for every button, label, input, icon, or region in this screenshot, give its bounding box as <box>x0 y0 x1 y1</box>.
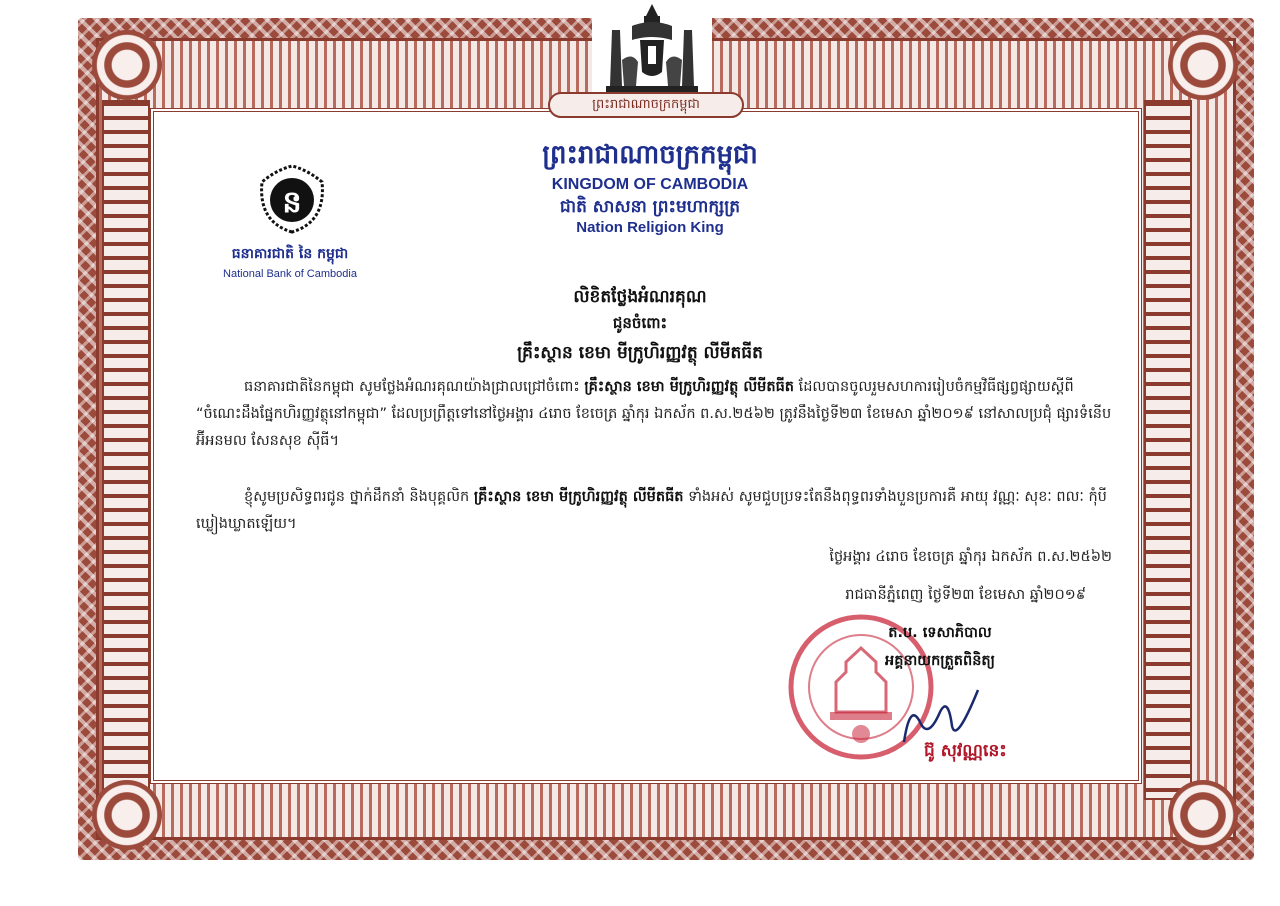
certificate-recipient: គ្រឹះស្ថាន ខេមា មីក្រូហិរញ្ញវត្ថុ លីមីតធីត <box>517 343 763 363</box>
signer-name: ជ៊ូ សុវណ្ណនេះ <box>924 741 1007 761</box>
paragraph-2 <box>196 484 1112 538</box>
motto-km: ជាតិ សាសនា ព្រះមហាក្សត្រ <box>559 197 741 217</box>
paragraph-1 <box>196 374 1112 455</box>
corner-ornament-tl <box>92 30 162 100</box>
bank-logo-letter: ន <box>282 185 302 220</box>
corner-ornament-br <box>1168 780 1238 850</box>
corner-ornament-bl <box>92 780 162 850</box>
kingdom-title-km: ព្រះរាជាណាចក្រកម្ពុជា <box>542 140 758 170</box>
paragraph-1-body: ដែលបានចូលរួមសហការរៀបចំកម្មវិធីផ្សព្វផ្សាយស្ដីពី “ចំណេះដឹងផ្នែកហិរញ្ញវត្ថុនៅកម្ពុជា” ដែលប្រព្រឹត្តទៅនៅថ្ងៃអង្គារ ៤រោច ខែចេត្រ ឆ្នាំកុរ ឯកស័ក ព.ស.២៥៦២ ត្រូវនឹងថ្ងៃទី២៣ ខែមេសា ឆ្នាំ២០១៩ នៅសាលប្រជុំ ផ្សារទំនើប អ៊ីអនមល សែនសុខ ស៊ីធី។ <box>196 379 1112 449</box>
date-lunar: ថ្ងៃអង្គារ ៤រោច ខែចេត្រ ឆ្នាំកុរ ឯកស័ក ព.ស.២៥៦២ <box>829 549 1112 565</box>
bank-name-km: ធនាគារជាតិ នៃ កម្ពុជា <box>231 246 349 262</box>
signer-role-1: ត.ប. ទេសាភិបាល <box>888 625 992 641</box>
paragraph-2-body: ទាំងអស់ សូមជួបប្រទះតែនឹងពុទ្ធពរទាំងបួនប្រការគឺ អាយុ វណ្ណៈ សុខៈ ពលៈ កុំបីឃ្លៀងឃ្លាតឡើយ។ <box>196 489 1107 532</box>
certificate-title: លិខិតថ្លែងអំណរគុណ <box>573 287 707 307</box>
signer-role-2: អគ្គនាយកត្រួតពិនិត្យ <box>885 653 995 669</box>
right-pillar <box>1144 100 1192 800</box>
motto-en: Nation Religion King <box>576 219 724 236</box>
corner-ornament-tr <box>1168 30 1238 100</box>
paragraph-2-intro: ខ្ញុំសូមប្រសិទ្ធពរជូន ថ្នាក់ដឹកនាំ និងបុគ្គលិក <box>244 489 470 505</box>
bank-logo-icon <box>252 162 332 234</box>
left-pillar <box>102 100 150 800</box>
bank-name-en: National Bank of Cambodia <box>223 268 357 280</box>
paragraph-1-intro: ធនាគារជាតិនៃកម្ពុជា សូមថ្លែងអំណរគុណយ៉ាងជ្រាលជ្រៅចំពោះ <box>244 379 580 395</box>
paragraph-1-recipient: គ្រឹះស្ថាន ខេមា មីក្រូហិរញ្ញវត្ថុ លីមីតធីត <box>584 379 794 395</box>
date-solar: រាជធានីភ្នំពេញ ថ្ងៃទី២៣ ខែមេសា ឆ្នាំ២០១៩ <box>845 587 1086 603</box>
certificate-subtitle: ជូនចំពោះ <box>612 314 668 332</box>
paragraph-2-recipient: គ្រឹះស្ថាន ខេមា មីក្រូហិរញ្ញវត្ថុ លីមីតធីត <box>473 489 684 505</box>
kingdom-title-en: KINGDOM OF CAMBODIA <box>551 176 749 193</box>
emblem-ribbon: ព្រះរាជាណាចក្រកម្ពុជា <box>548 92 744 118</box>
